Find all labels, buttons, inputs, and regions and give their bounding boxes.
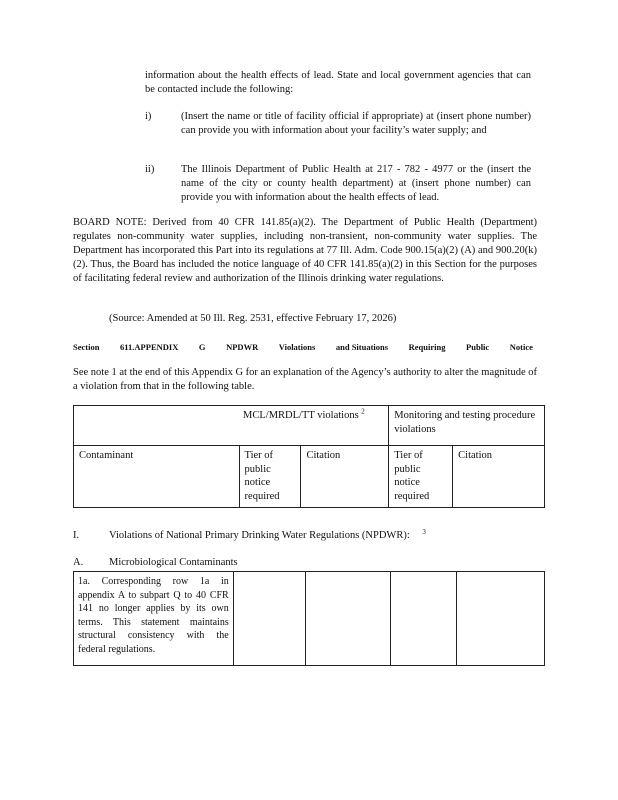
tier-header: Tier of public notice required (389, 446, 453, 508)
violations-table-header (73, 405, 545, 508)
blank-header-cell (74, 406, 240, 446)
list-item-marker: ii) (145, 164, 155, 175)
row-1a-citation-cell (457, 572, 545, 666)
source-line: (Source: Amended at 50 Ill. Reg. 2531, effective February 17, 2026) (109, 313, 397, 324)
list-item-marker: i) (145, 111, 152, 122)
heading-word: NPDWR (226, 342, 259, 352)
row-1a-tier-cell (391, 572, 457, 666)
footnote-ref: 2 (361, 407, 365, 416)
part-i-heading: Violations of National Primary Drinking Water Regulations (NPDWR): $^3$ (109, 527, 426, 541)
mcl-violations-header: MCL/MRDL/TT violations $^2$ (239, 406, 389, 446)
heading-word: G (198, 342, 206, 352)
see-note-paragraph: See note 1 at the end of this Appendix G for an explanation of the Agency’s authority to alter the magnitude of a violation from that in the following table. (73, 367, 537, 392)
heading-word: Public (466, 342, 490, 352)
violations-table-row (73, 571, 545, 666)
tier-header: Tier of public notice required (239, 446, 301, 508)
citation-header: Citation (301, 446, 389, 508)
footnote-ref: 3 (422, 527, 426, 536)
part-a-heading: Microbiological Contaminants (109, 557, 238, 568)
heading-word: Notice (509, 342, 533, 352)
row-1a-contaminant: 1a. Corresponding row 1a in appendix A to subpart Q to 40 CFR 141 no longer applies by its own terms. This statement maintains structural consistency with the federal regulations. (74, 572, 234, 666)
heading-word: Violations (278, 342, 316, 352)
intro-paragraph: information about the health effects of lead. State and local government agencies that can be contacted include the following: (145, 70, 531, 95)
contaminant-header: Contaminant (74, 446, 240, 508)
board-note: BOARD NOTE: Derived from 40 CFR 141.85(a)(2). The Department of Public Health (Department) regulates non-community water supplies, including non-transient, non-community water supplies. The Department has incorporated this Part into its regulations at 77 Ill. Adm. Code 900.15(a)(2) (A) and 900.20(k)(2). Thus, the Board has included the notice language of 40 CFR 141.85(a)(2) in this Section for the purposes of facilitating federal review and authorization of the Illinois drinking water regulations. (73, 217, 537, 284)
part-i-marker: I. (73, 530, 80, 541)
row-1a-citation-cell (305, 572, 391, 666)
row-1a-tier-cell (233, 572, 305, 666)
part-a-marker: A. (73, 557, 84, 568)
section-heading (73, 340, 533, 354)
heading-word: and Situations (335, 342, 389, 352)
heading-word: Requiring (408, 342, 446, 352)
heading-word: 611.APPENDIX (120, 342, 179, 352)
monitoring-violations-header: Monitoring and testing procedure violations (389, 406, 545, 446)
heading-word: Section (73, 342, 100, 352)
citation-header: Citation (453, 446, 545, 508)
list-item-text: (Insert the name or title of facility official if appropriate) at (insert phone number) can provide you with information about your facility’s water supply; and (181, 111, 531, 136)
list-item-text: The Illinois Department of Public Health at 217 - 782 - 4977 or the (insert the name of the city or county health department) at (insert phone number) can provide you with information about the health effects of lead. (181, 164, 531, 203)
